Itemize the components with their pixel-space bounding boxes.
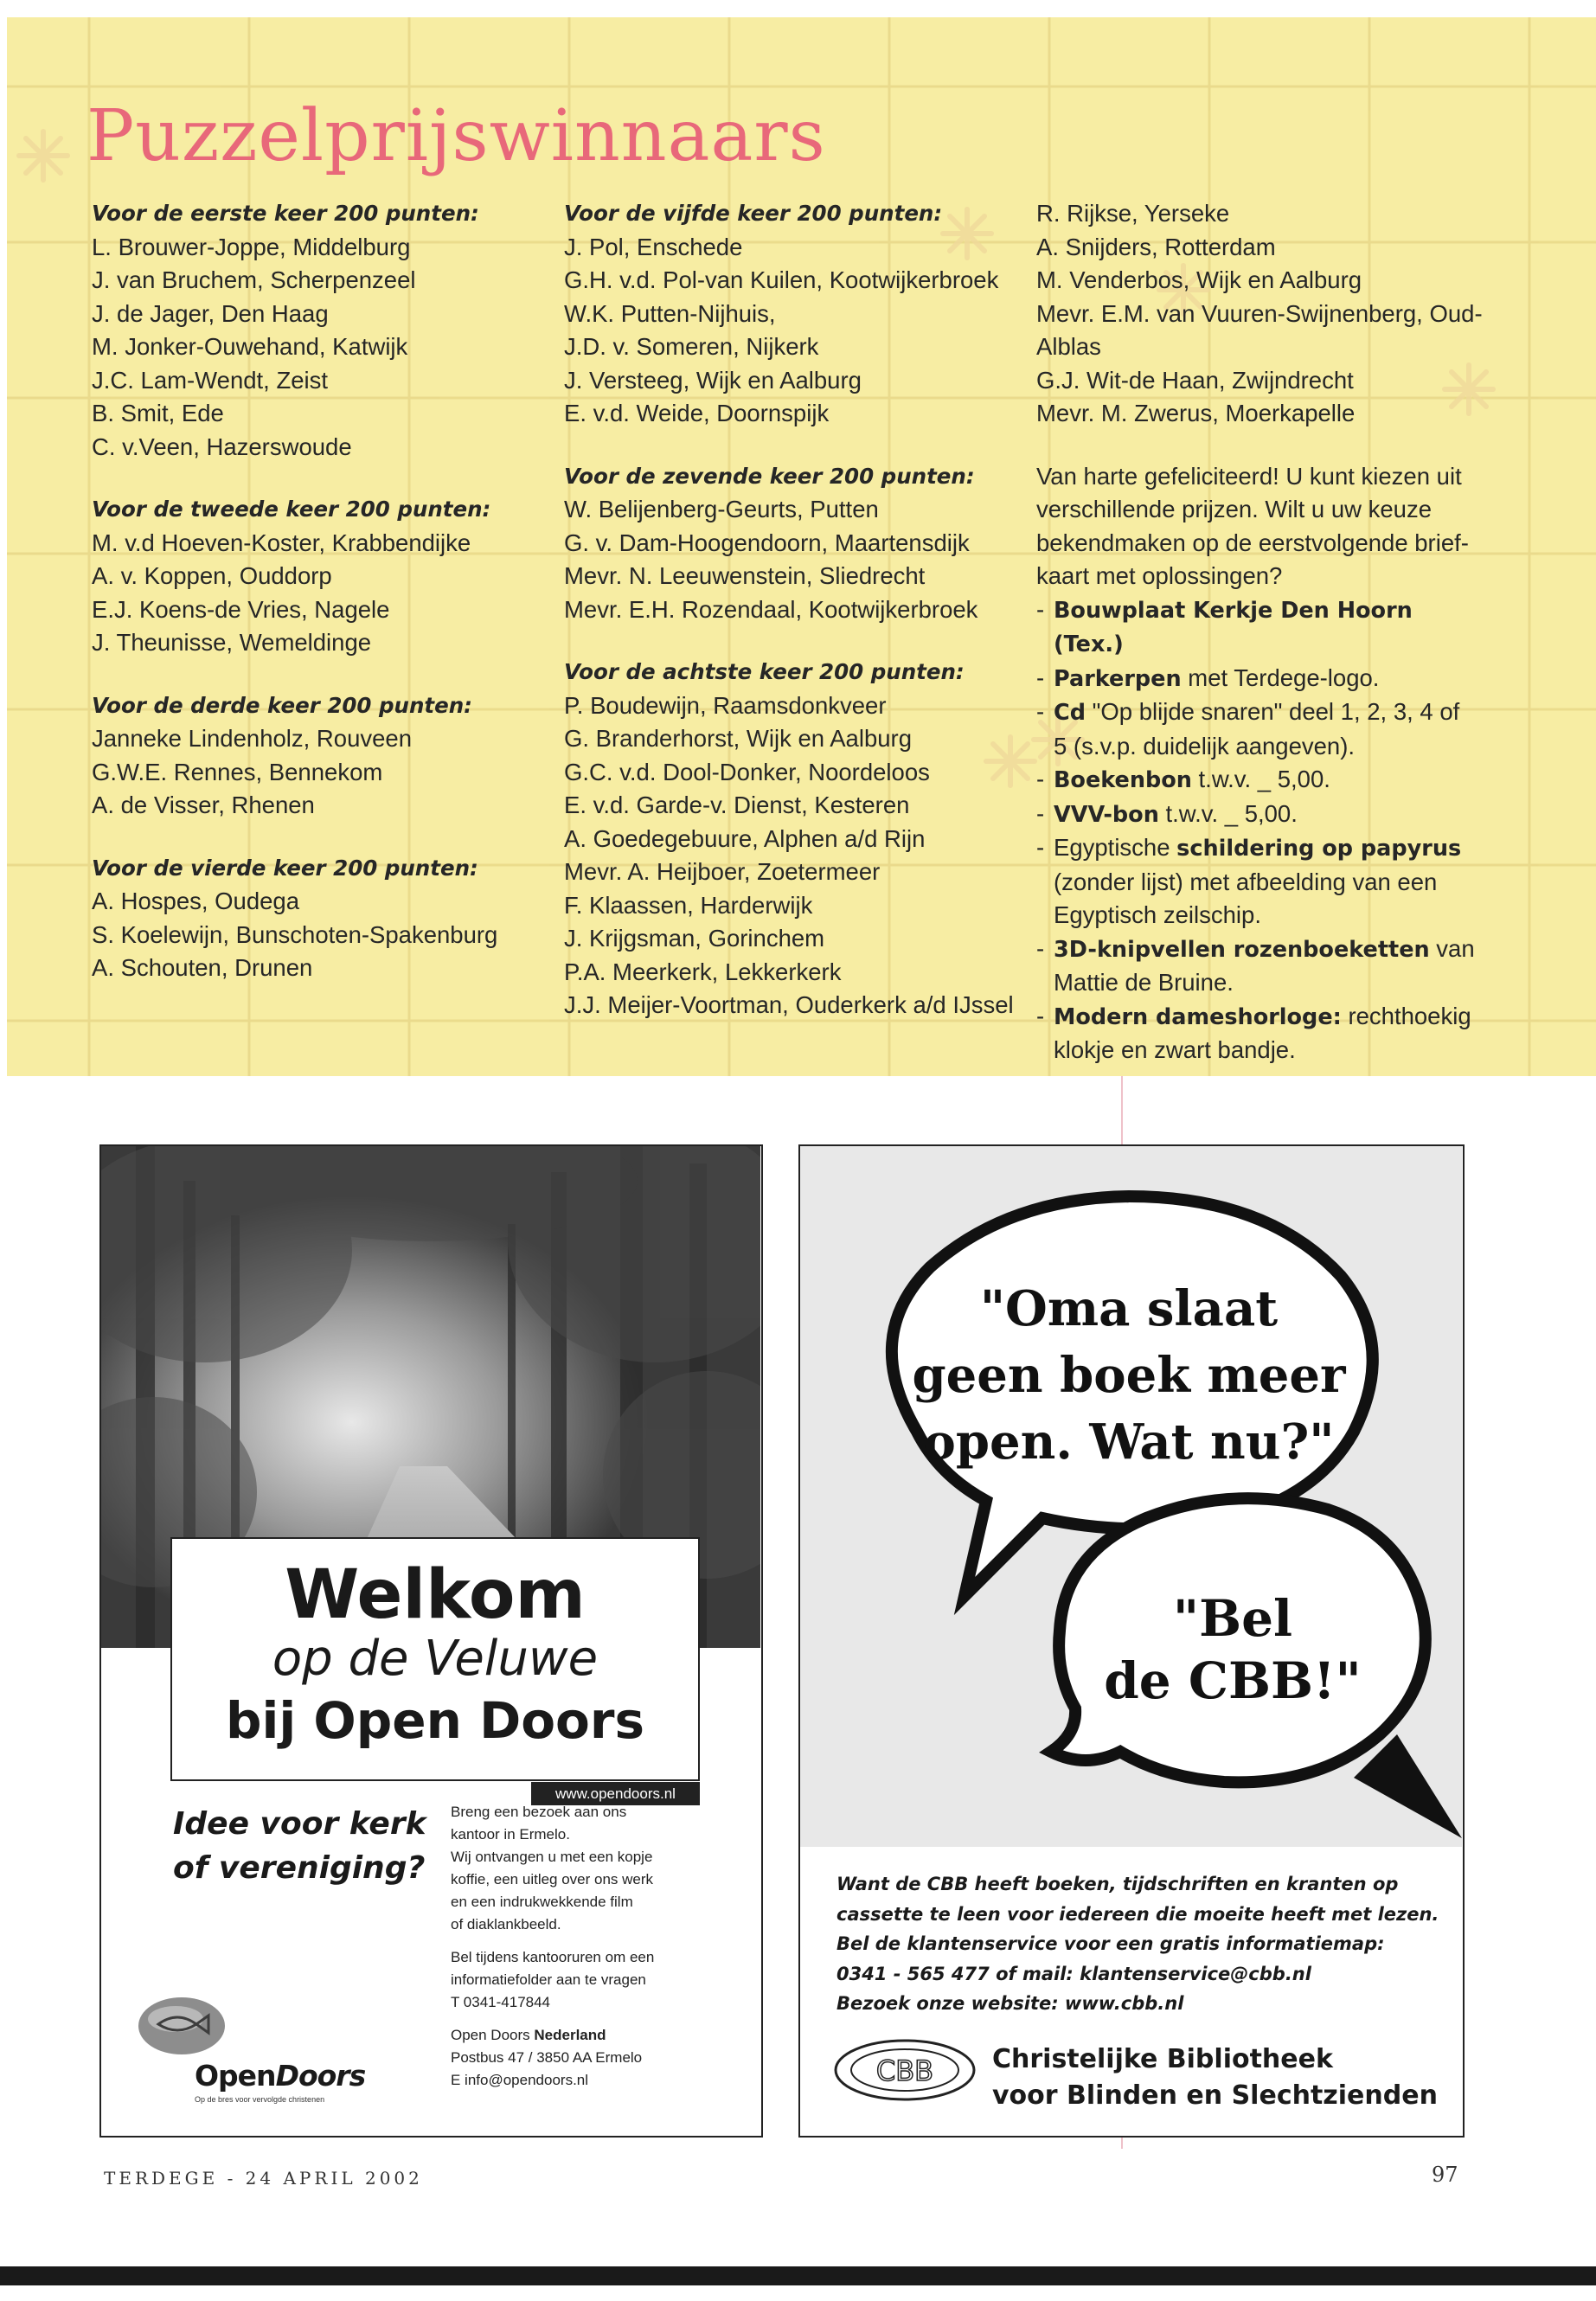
prize-desc: Egyptische <box>1054 834 1177 861</box>
winners-group <box>92 493 542 660</box>
winners-column-3 <box>1036 197 1486 1097</box>
winner-name: M. Jonker-Ouwehand, Katwijk <box>92 333 408 360</box>
winner-name: A. de Visser, Rhenen <box>92 792 315 818</box>
prize-name: Modern dameshorloge: <box>1054 1003 1342 1030</box>
idea-line: Idee voor kerk <box>173 1806 426 1842</box>
prize-desc: Egyptisch zeilschip. <box>1054 901 1261 928</box>
logo-word: Open <box>195 2059 276 2093</box>
prize-name: Bouwplaat Kerkje Den Hoorn (Tex.) <box>1054 597 1413 657</box>
winner-name: A. v. Koppen, Ouddorp <box>92 562 332 589</box>
winner-name: W. Belijenberg-Geurts, Putten <box>564 496 879 522</box>
org-name: Open Doors <box>451 2027 535 2043</box>
winner-name: P.A. Meerkerk, Lekkerkerk <box>564 958 842 985</box>
winner-name: A. Goedegebuure, Alphen a/d Rijn <box>564 824 926 852</box>
info-line: Breng een bezoek aan ons <box>451 1804 627 1820</box>
prize-desc: (zonder lijst) met afbeelding van een <box>1054 868 1438 895</box>
winner-name: G.J. Wit-de Haan, Zwijndrecht <box>1036 366 1354 394</box>
winner-name: M. v.d Hoeven-Koster, Krabbendijke <box>92 529 471 556</box>
winner-name: J. Versteeg, Wijk en Aalburg <box>564 366 862 394</box>
winner-name: Mevr. M. Zwerus, Moerkapelle <box>1036 400 1356 426</box>
prize-desc: Mattie de Bruine. <box>1054 969 1234 996</box>
group-heading: Voor de vijfde keer 200 punten: <box>564 201 943 226</box>
prize-item: - Parkerpen met Terdege-logo. <box>1036 663 1380 692</box>
winner-name: A. Schouten, Drunen <box>92 954 313 981</box>
prize-name: schildering op papyrus <box>1176 836 1462 862</box>
org-name-line: voor Blinden en Slechtzienden <box>992 2080 1438 2111</box>
cbb-logo-letters: CBB <box>875 2054 934 2087</box>
winner-name: M. Venderbos, Wijk en Aalburg <box>1036 266 1362 293</box>
opendoors-tagline: Op de bres voor vervolgde christenen <box>195 2095 325 2104</box>
prize-item: - Egyptische schildering op papyrus (zonder lijst) met afbeelding van een Egyptisch zeilschip. <box>1036 834 1462 928</box>
bubble-line: geen boek meer <box>912 1347 1346 1404</box>
prize-name: Boekenbon <box>1054 767 1192 793</box>
website-line: Bezoek onze website: www.cbb.nl <box>836 1993 1184 2014</box>
winner-name: Alblas <box>1036 333 1101 360</box>
info-line: Bel tijdens kantooruren om een <box>451 1949 655 1965</box>
winners-group <box>564 197 1031 431</box>
prize-desc: rechthoekig <box>1341 1002 1471 1029</box>
welcome-subheading: op de Veluwe <box>272 1631 599 1687</box>
idea-line: of vereniging? <box>173 1850 426 1886</box>
winner-name: G.H. v.d. Pol-van Kuilen, Kootwijkerbroek <box>564 266 999 293</box>
prize-desc: klokje en zwart bandje. <box>1054 1036 1296 1063</box>
group-heading: Voor de vierde keer 200 punten: <box>92 855 478 881</box>
page-number: 97 <box>1432 2163 1458 2187</box>
prize-name: 3D-knipvellen rozenboeketten <box>1054 936 1430 963</box>
congrats-paragraph <box>1036 460 1486 1067</box>
winner-name: R. Rijkse, Yerseke <box>1036 200 1230 227</box>
winner-name: J. van Bruchem, Scherpenzeel <box>92 266 416 293</box>
info-line: informatiefolder aan te vragen <box>451 1971 646 1988</box>
winner-name: J. Theunisse, Wemeldinge <box>92 629 372 656</box>
winner-name: G. v. Dam-Hoogendoorn, Maartensdijk <box>564 529 970 556</box>
winners-column-1 <box>92 197 542 1015</box>
winner-name: Janneke Lindenholz, Rouveen <box>92 725 413 752</box>
org-name-line: Christelijke Bibliotheek <box>992 2044 1333 2074</box>
info-line: Wij ontvangen u met een kopje <box>451 1849 653 1865</box>
info-line: koffie, een uitleg over ons werk <box>451 1871 654 1888</box>
cbb-logo-icon <box>831 2035 978 2105</box>
bottom-edge-bar <box>0 2266 1596 2285</box>
prize-desc: "Op blijde snaren" deel 1, 2, 3, 4 of <box>1085 698 1460 725</box>
winner-name: J. de Jager, Den Haag <box>92 299 329 327</box>
cbb-info-text <box>836 1869 1442 2019</box>
winner-name: J.J. Meijer-Voortman, Ouderkerk a/d IJssel <box>564 991 1014 1018</box>
winner-name: G. Branderhorst, Wijk en Aalburg <box>564 725 912 752</box>
winners-group <box>564 460 1031 627</box>
welcome-brand: bij Open Doors <box>225 1691 645 1750</box>
winner-name: E.J. Koens-de Vries, Nagele <box>92 595 390 623</box>
speech-bubbles-illustration <box>800 1146 1462 1847</box>
postal-address: Postbus 47 / 3850 AA Ermelo <box>451 2049 643 2066</box>
winner-name: A. Hospes, Oudega <box>92 888 300 914</box>
bubble-line: "Oma slaat <box>979 1280 1279 1337</box>
prize-item: - 3D-knipvellen rozenboeketten van Mattie de Bruine. <box>1036 934 1475 996</box>
prize-desc: t.w.v. _ 5,00. <box>1158 799 1298 827</box>
page-title: Puzzelprijswinnaars <box>87 95 826 177</box>
winner-name: B. Smit, Ede <box>92 400 224 426</box>
winner-name: E. v.d. Garde-v. Dienst, Kesteren <box>564 792 910 818</box>
magazine-issue-date: TERDEGE - 24 APRIL 2002 <box>104 2168 423 2189</box>
winner-name: G.W.E. Rennes, Bennekom <box>92 758 383 785</box>
group-heading: Voor de derde keer 200 punten: <box>92 692 472 718</box>
prize-name: Cd <box>1054 700 1086 726</box>
winners-group <box>564 656 1031 1022</box>
winner-name: J.C. Lam-Wendt, Zeist <box>92 366 329 394</box>
winner-name: E. v.d. Weide, Doornspijk <box>564 400 830 426</box>
winner-name: P. Boudewijn, Raamsdonkveer <box>564 691 887 719</box>
congrats-line: bekendmaken op de eerstvolgende brief- <box>1036 529 1469 556</box>
contact-line: 0341 - 565 477 of mail: klantenservice@cbb.nl <box>836 1963 1311 1984</box>
email-address: E info@opendoors.nl <box>451 2072 589 2088</box>
cbb-advertisement <box>798 1144 1465 2138</box>
bubble-line: "Bel <box>1172 1589 1293 1648</box>
prize-item: - Cd "Op blijde snaren" deel 1, 2, 3, 4 of 5 (s.v.p. duidelijk aangeven). <box>1036 698 1460 760</box>
winner-name: Mevr. E.M. van Vuuren-Swijnenberg, Oud- <box>1036 299 1483 327</box>
welcome-heading: Welkom <box>285 1556 586 1634</box>
org-name-bold: Nederland <box>534 2027 606 2043</box>
bubble-line: de CBB!" <box>1104 1651 1362 1710</box>
info-line: cassette te leen voor iedereen die moeite heeft met lezen. <box>836 1903 1439 1925</box>
winner-name: J. Krijgsman, Gorinchem <box>564 925 825 952</box>
info-line: Want de CBB heeft boeken, tijdschriften en kranten op <box>836 1874 1399 1894</box>
prize-item: - Boekenbon t.w.v. _ 5,00. <box>1036 766 1330 793</box>
winner-name: A. Snijders, Rotterdam <box>1036 233 1276 260</box>
congrats-line: Van harte gefeliciteerd! U kunt kiezen uit <box>1036 462 1462 490</box>
opendoors-advertisement <box>99 1144 763 2138</box>
prize-name: VVV-bon <box>1054 801 1159 828</box>
winner-name: W.K. Putten-Nijhuis, <box>564 299 776 327</box>
prize-desc: van <box>1429 934 1475 962</box>
winner-name: Mevr. A. Heijboer, Zoetermeer <box>564 858 881 885</box>
info-line: en een indrukwekkende film <box>451 1894 633 1910</box>
prize-desc: 5 (s.v.p. duidelijk aangeven). <box>1054 732 1356 760</box>
prize-item: - Bouwplaat Kerkje Den Hoorn (Tex.) <box>1036 595 1413 657</box>
welcome-banner <box>170 1537 700 1781</box>
winner-name: G.C. v.d. Dool-Donker, Noordeloos <box>564 758 930 785</box>
winners-group <box>92 852 542 985</box>
winners-column-2 <box>564 197 1031 1052</box>
phone-number: T 0341-417844 <box>451 1994 551 2010</box>
winners-group <box>92 197 542 464</box>
winner-name: S. Koelewijn, Bunschoten-Spakenburg <box>92 920 498 948</box>
group-heading: Voor de tweede keer 200 punten: <box>92 497 491 522</box>
winner-name: C. v.Veen, Hazerswoude <box>92 433 352 460</box>
info-line: of diaklankbeeld. <box>451 1916 561 1932</box>
winners-group <box>92 689 542 823</box>
website-url[interactable]: www.opendoors.nl <box>531 1782 700 1805</box>
prize-desc: t.w.v. _ 5,00. <box>1191 766 1330 792</box>
info-line: kantoor in Ermelo. <box>451 1826 570 1843</box>
prize-name: Parkerpen <box>1054 665 1182 692</box>
prize-item: - Modern dameshorloge: rechthoekig klokje en zwart bandje. <box>1036 1002 1471 1063</box>
winner-name: F. Klaassen, Harderwijk <box>564 891 813 919</box>
group-heading: Voor de achtste keer 200 punten: <box>564 659 965 684</box>
logo-word: Doors <box>275 2059 366 2093</box>
opendoors-fish-stone-icon <box>134 1990 229 2059</box>
prize-desc: met Terdege-logo. <box>1181 663 1380 691</box>
winner-name: J. Pol, Enschede <box>564 233 743 260</box>
winner-name: L. Brouwer-Joppe, Middelburg <box>92 233 411 260</box>
prize-item: - VVV-bon t.w.v. _ 5,00. <box>1036 799 1298 828</box>
bubble-oma-text <box>895 1276 1362 1476</box>
winner-name: J.D. v. Someren, Nijkerk <box>564 333 819 360</box>
winner-name: Mevr. E.H. Rozendaal, Kootwijkerbroek <box>564 595 978 623</box>
info-line: Bel de klantenservice voor een gratis informatiemap: <box>836 1933 1385 1954</box>
winners-group <box>1036 197 1486 431</box>
bubble-cbb-text <box>1103 1587 1362 1712</box>
bubble-line: open. Wat nu?" <box>923 1413 1335 1471</box>
idea-tagline <box>173 1802 450 1890</box>
group-heading: Voor de zevende keer 200 punten: <box>564 463 975 489</box>
cbb-organization-name <box>992 2041 1438 2114</box>
congrats-line: kaart met oplossingen? <box>1036 562 1283 589</box>
opendoors-info-text <box>451 1801 727 2102</box>
group-heading: Voor de eerste keer 200 punten: <box>92 201 479 226</box>
opendoors-logo <box>195 2059 365 2093</box>
winner-name: Mevr. N. Leeuwenstein, Sliedrecht <box>564 562 926 589</box>
congrats-line: verschillende prijzen. Wilt u uw keuze <box>1036 496 1432 522</box>
